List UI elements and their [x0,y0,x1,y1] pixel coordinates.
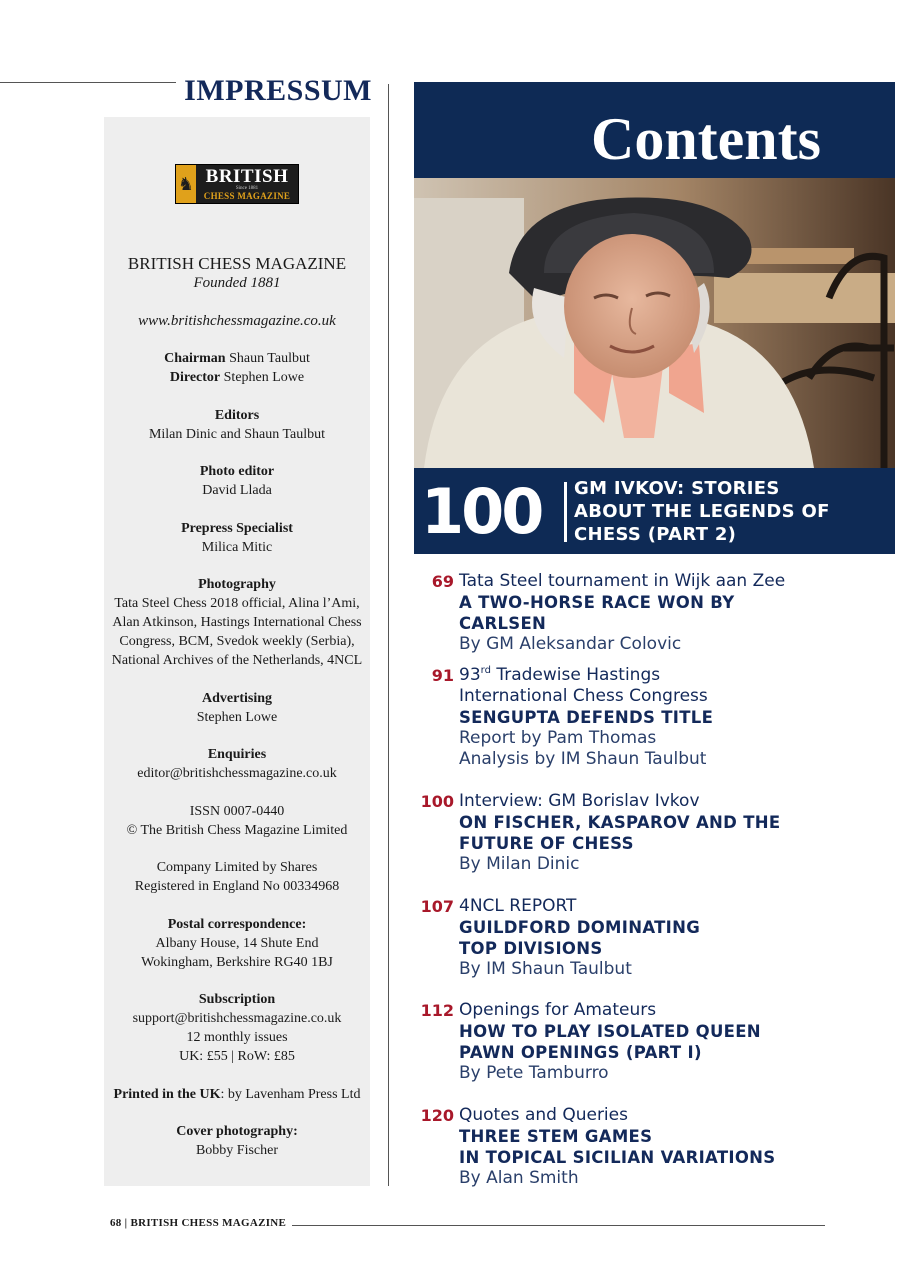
postal-line: Albany House, 14 Shute End [155,935,319,951]
toc-kicker-number: 93 [459,665,481,685]
footer-separator: | [121,1217,131,1229]
prepress-label: Prepress Specialist [181,520,293,536]
footer-page-number: 68 [110,1217,122,1229]
toc-kicker-ordinal: rd [480,665,491,676]
cover-photo-value: Bobby Fischer [195,1143,279,1158]
toc-page-number: 120 [420,1106,454,1125]
cover-photo [414,178,895,468]
footer-rule [292,1225,825,1226]
logo-since-text: Since 1881 [235,186,259,191]
enquiries-block [104,745,370,783]
toc-page-number: 100 [420,792,454,811]
bcm-logo [175,164,299,204]
enquiries-label: Enquiries [207,747,267,762]
logo-main-text: BRITISH [205,166,289,187]
editors-block [104,406,370,444]
director-label: Director [169,370,221,385]
toc-page-number: 91 [431,666,454,685]
advertising-value: Stephen Lowe [196,709,278,725]
cover-photo-label: Cover photography: [176,1124,298,1139]
cover-story-title [574,477,874,546]
advertising-label: Advertising [202,690,272,706]
toc-page-number: 112 [420,1001,454,1020]
issn-block [104,802,370,840]
cover-story-line: ABOUT THE LEGENDS OF [574,501,830,522]
cover-story-band[interactable] [414,468,895,554]
chairman-label: Chairman [164,351,226,366]
prepress-block [104,519,370,557]
logo-sub-text: CHESS MAGAZINE [203,191,291,201]
issn: ISSN 0007-0440 [189,803,285,819]
printed-label: Printed in the UK [113,1086,221,1102]
impressum-top-rule [0,82,176,83]
prepress-value: Milica Mitic [201,539,273,555]
photography-line: Tata Steel Chess 2018 official, Alina l’Ami, [114,596,360,611]
editors-value: Milan Dinic and Shaun Taulbut [148,426,326,442]
toc-page-number: 69 [431,572,454,591]
postal-label: Postal correspondence: [167,916,307,932]
toc-byline: By IM Shaun Taulbut [459,959,632,979]
toc-headline: TOP DIVISIONS [459,939,603,958]
photography-label: Photography [198,577,276,592]
toc-headline: GUILDFORD DOMINATING [459,918,701,937]
founded-line: Founded 1881 [193,275,281,291]
toc-headline: FUTURE OF CHESS [459,834,634,853]
copyright: © The British Chess Magazine Limited [126,822,348,838]
subscription-price: UK: £55 | RoW: £85 [179,1049,295,1064]
toc-kicker: Tata Steel tournament in Wijk aan Zee [459,571,786,591]
photo-editor-block [104,462,370,500]
magazine-name: BRITISH CHESS MAGAZINE [127,254,347,273]
toc-kicker: Quotes and Queries [459,1105,628,1125]
toc-kicker: Interview: GM Borislav Ivkov [459,791,700,811]
chess-knight-icon: ♞ [176,165,196,203]
toc-headline: A TWO-HORSE RACE WON BY [459,593,735,612]
printed-block [104,1085,370,1104]
subscription-issues: 12 monthly issues [186,1030,288,1045]
photo-editor-label: Photo editor [199,464,275,479]
cover-story-divider [564,482,567,542]
director-name: Stephen Lowe [220,370,305,385]
toc-headline: CARLSEN [459,614,547,633]
photo-editor-value: David Llada [202,483,272,498]
column-divider [388,84,389,1186]
subscription-block [104,990,370,1066]
toc-byline: By Alan Smith [459,1168,579,1188]
toc-byline: By GM Aleksandar Colovic [459,634,682,654]
toc-headline: ON FISCHER, KASPAROV AND THE [459,813,781,832]
toc-kicker [459,665,879,686]
officers-block [104,349,370,387]
impressum-title: IMPRESSUM [184,74,372,107]
contents-header [414,82,895,178]
footer-magazine-name: BRITISH CHESS MAGAZINE [130,1217,287,1229]
company-line: Company Limited by Shares [156,860,318,875]
editors-label: Editors [214,407,260,423]
toc-headline: HOW TO PLAY ISOLATED QUEEN [459,1022,761,1041]
postal-line: Wokingham, Berkshire RG40 1BJ [141,954,333,970]
toc-byline: Analysis by IM Shaun Taulbut [459,749,707,769]
postal-block [104,915,370,972]
chairman-name: Shaun Taulbut [225,351,310,366]
toc-headline: SENGUPTA DEFENDS TITLE [459,708,714,727]
company-block [104,858,370,896]
subscription-email[interactable]: support@britishchessmagazine.co.uk [132,1011,342,1026]
toc-kicker: International Chess Congress [459,686,708,706]
cover-story-line: GM IVKOV: STORIES [574,478,780,499]
subscription-label: Subscription [198,992,276,1007]
toc-headline: IN TOPICAL SICILIAN VARIATIONS [459,1148,776,1167]
toc-kicker-rest: Tradewise Hastings [490,665,661,685]
toc-byline: Report by Pam Thomas [459,728,657,748]
toc-kicker: Openings for Amateurs [459,1000,657,1020]
photography-line: Congress, BCM, Svedok weekly (Serbia), [119,634,355,649]
toc-headline: THREE STEM GAMES [459,1127,653,1146]
toc-headline: PAWN OPENINGS (PART I) [459,1043,702,1062]
advertising-block [104,689,370,727]
website-link[interactable]: www.britishchessmagazine.co.uk [138,312,336,329]
registered-line: Registered in England No 00334968 [134,879,340,894]
toc-page-number: 107 [420,897,454,916]
toc-byline: By Pete Tamburro [459,1063,609,1083]
impressum-content [104,254,370,1179]
photography-block [104,575,370,670]
portrait-illustration [414,178,895,468]
photography-line: National Archives of the Netherlands, 4NCL [111,653,363,668]
cover-story-page: 100 [421,475,542,548]
masthead-block [104,254,370,293]
toc-byline: By Milan Dinic [459,854,580,874]
cover-photo-block [104,1122,370,1160]
printed-value: : by Lavenham Press Ltd [220,1086,361,1102]
toc-kicker: 4NCL REPORT [459,896,577,916]
cover-story-line: CHESS (PART 2) [574,524,737,545]
contents-title: Contents [590,106,821,172]
page-footer [110,1217,286,1229]
enquiries-email[interactable]: editor@britishchessmagazine.co.uk [137,766,337,781]
photography-line: Alan Atkinson, Hastings International Chess [112,615,362,630]
